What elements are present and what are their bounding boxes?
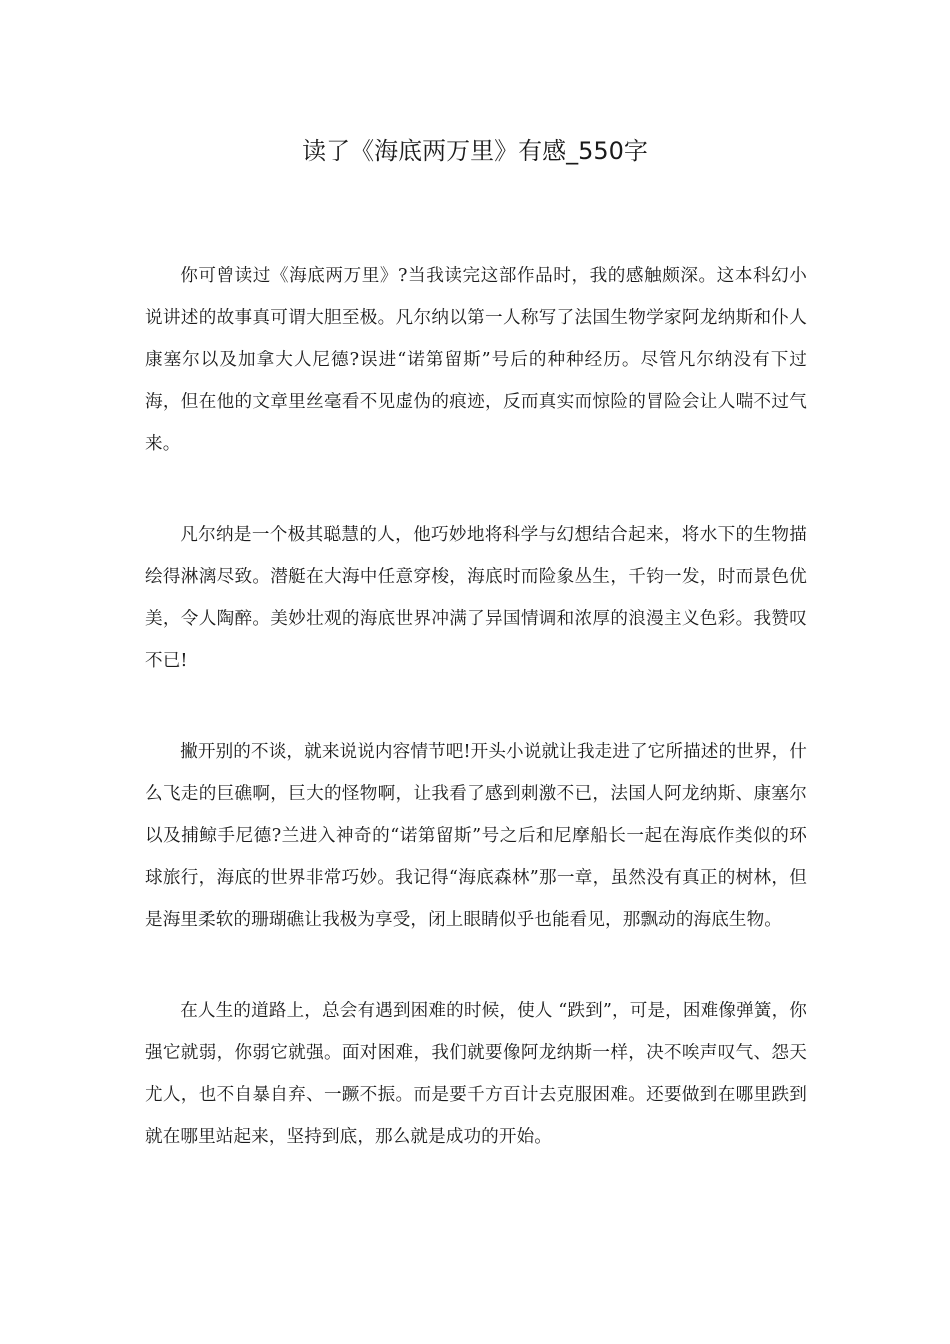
- document-title: 读了《海底两万里》有感_550字: [302, 137, 648, 165]
- paragraph-4: 在人生的道路上，总会有遇到困难的时候，使人 “跌到”，可是，困难像弹簧，你强它就弱，你弱它就强。面对困难，我们就要像阿龙纳斯一样，决不唉声叹气、怨天尤人，也不自暴自弃、一蹶不振。而是要千方百计去克服困难。还要做到在哪里跌到就在哪里站起来，坚持到底，那么就是成功的开始。: [145, 1001, 807, 1147]
- paragraph-1: 你可曾读过《海底两万里》?当我读完这部作品时，我的感触颇深。这本科幻小说讲述的故事真可谓大胆至极。凡尔纳以第一人称写了法国生物学家阿龙纳斯和仆人康塞尔以及加拿大人尼德?误进“诺第留斯”号后的种种经历。尽管凡尔纳没有下过海，但在他的文章里丝毫看不见虚伪的痕迹，反而真实而惊险的冒险会让人喘不过气来。: [145, 266, 807, 454]
- document-body: [145, 255, 807, 1158]
- paragraph-2: 凡尔纳是一个极其聪慧的人，他巧妙地将科学与幻想结合起来，将水下的生物描绘得淋漓尽致。潜艇在大海中任意穿梭，海底时而险象丛生，千钧一发，时而景色优美，令人陶醉。美妙壮观的海底世界冲满了异国情调和浓厚的浪漫主义色彩。我赞叹不已!: [145, 525, 807, 671]
- paragraph-3: 撇开别的不谈，就来说说内容情节吧!开头小说就让我走进了它所描述的世界，什么飞走的巨礁啊，巨大的怪物啊，让我看了感到刺激不已，法国人阿龙纳斯、康塞尔以及捕鲸手尼德?兰进入神奇的“诺第留斯”号之后和尼摩船长一起在海底作类似的环球旅行，海底的世界非常巧妙。我记得“海底森林”那一章，虽然没有真正的树林，但是海里柔软的珊瑚礁让我极为享受，闭上眼睛似乎也能看见，那飘动的海底生物。: [145, 742, 807, 930]
